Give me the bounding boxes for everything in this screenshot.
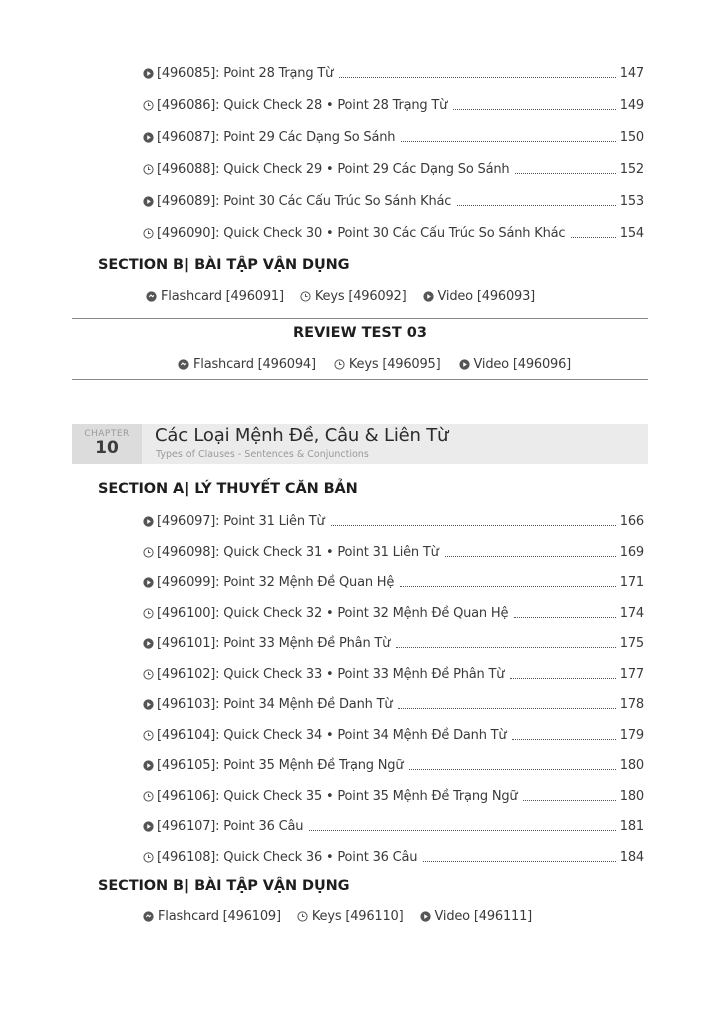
toc-entry-title: [496097]: Point 31 Liên Từ [157,514,325,529]
dot-leader [309,830,616,831]
clock-icon [300,291,311,302]
toc-entry-title: [496087]: Point 29 Các Dạng So Sánh [157,130,396,145]
section-b-title: SECTION B| BÀI TẬP VẬN DỤNG [98,257,350,273]
clock-icon [143,547,154,558]
section-b-resources [143,909,548,924]
dot-leader [398,708,615,709]
section-a-title: SECTION A| LÝ THUYẾT CĂN BẢN [98,481,358,497]
resource-link[interactable] [423,289,536,304]
toc-entry-page: 180 [619,758,644,773]
section-b-resources [146,289,551,304]
toc-entry-page: 152 [619,162,644,177]
divider [72,318,648,319]
dot-leader [571,237,615,238]
dot-leader [453,109,616,110]
dot-leader [512,739,615,740]
resource-link[interactable] [300,289,407,304]
toc-entry[interactable] [143,62,644,82]
resource-link[interactable] [297,909,404,924]
toc-entry-title: [496107]: Point 36 Câu [157,819,304,834]
dot-leader [445,556,616,557]
toc-entry[interactable] [143,663,644,683]
dot-leader [396,647,616,648]
toc-entry[interactable] [143,510,644,530]
play-icon [420,911,431,922]
play-icon [143,760,154,771]
toc-entry-title: [496105]: Point 35 Mệnh Đề Trạng Ngữ [157,758,404,773]
toc-entry[interactable] [143,222,644,242]
resource-label: Keys [496110] [311,909,404,924]
toc-entry-title: [496103]: Point 34 Mệnh Đề Danh Từ [157,697,393,712]
dot-leader [423,861,615,862]
toc-entry-title: [496104]: Quick Check 34 • Point 34 Mệnh Đề Danh Từ [157,727,507,743]
chapter-label: CHAPTER [84,429,130,439]
resource-link[interactable] [143,909,281,924]
toc-entry-title: [496100]: Quick Check 32 • Point 32 Mệnh Đề Quan Hệ [157,605,509,621]
toc-entry-page: 174 [619,605,644,621]
toc-entry-page: 171 [619,575,644,590]
toc-entry-page: 147 [619,66,644,81]
toc-entry[interactable] [143,571,644,591]
play-icon [143,638,154,649]
toc-entry[interactable] [143,693,644,713]
toc-entry-page: 179 [619,727,644,743]
resource-link[interactable] [178,357,316,372]
toc-entry[interactable] [143,785,644,805]
chapter-number: 10 [95,438,119,458]
clock-icon [143,228,154,239]
toc-entry[interactable] [143,754,644,774]
play-icon [459,359,470,370]
resource-link[interactable] [334,357,441,372]
toc-entry-title: [496086]: Quick Check 28 • Point 28 Trạng Từ [157,98,448,113]
clock-icon [334,359,345,370]
dot-leader [457,205,616,206]
toc-entry-page: 181 [619,819,644,834]
toc-entry-page: 169 [619,544,644,560]
review-test-title: REVIEW TEST 03 [293,325,427,341]
chapter-number-box [72,424,142,464]
resource-label: Keys [496095] [348,357,441,372]
resource-label: Flashcard [496091] [161,289,284,304]
resource-label: Flashcard [496109] [158,909,281,924]
resource-link[interactable] [146,289,284,304]
toc-entry[interactable] [143,94,644,114]
chapter-subtitle: Types of Clauses - Sentences & Conjunctions [156,449,369,460]
play-icon [143,821,154,832]
clock-icon [143,730,154,741]
toc-entry[interactable] [143,815,644,835]
toc-entry-title: [496085]: Point 28 Trạng Từ [157,66,334,81]
toc-entry-title: [496106]: Quick Check 35 • Point 35 Mệnh Đề Trạng Ngữ [157,788,518,804]
clock-icon [143,164,154,175]
clock-icon [143,852,154,863]
play-icon [143,196,154,207]
divider [72,379,648,380]
clock-icon [143,669,154,680]
toc-entry-page: 178 [619,697,644,712]
toc-entry-title: [496099]: Point 32 Mệnh Đề Quan Hệ [157,575,395,590]
toc-entry[interactable] [143,126,644,146]
clock-icon [297,911,308,922]
toc-entry-page: 153 [619,194,644,209]
dot-leader [510,678,616,679]
resource-label: Video [496096] [473,357,572,372]
dot-leader [514,617,616,618]
toc-entry-title: [496102]: Quick Check 33 • Point 33 Mệnh Đề Phân Từ [157,666,505,682]
play-icon [423,291,434,302]
toc-entry[interactable] [143,602,644,622]
dot-leader [523,800,615,801]
toc-entry-title: [496101]: Point 33 Mệnh Đề Phân Từ [157,636,391,651]
play-icon [143,132,154,143]
clock-icon [143,608,154,619]
resource-label: Video [496093] [437,289,536,304]
dot-leader [400,586,616,587]
review-resources [178,357,589,372]
toc-entry-page: 150 [619,130,644,145]
toc-entry-page: 175 [619,636,644,651]
dot-leader [515,173,615,174]
toc-entry-title: [496090]: Quick Check 30 • Point 30 Các Cấu Trúc So Sánh Khác [157,226,566,241]
toc-entry-page: 149 [619,98,644,113]
flashcard-icon [146,291,157,302]
play-icon [143,68,154,79]
dot-leader [339,77,616,78]
resource-link[interactable] [420,909,533,924]
toc-entry-page: 177 [619,666,644,682]
toc-entry[interactable] [143,632,644,652]
dot-leader [331,525,616,526]
play-icon [143,699,154,710]
flashcard-icon [143,911,154,922]
toc-entry-title: [496098]: Quick Check 31 • Point 31 Liên Từ [157,544,439,560]
dot-leader [401,141,615,142]
resource-label: Keys [496092] [314,289,407,304]
toc-entry-page: 180 [619,788,644,804]
toc-entry[interactable] [143,158,644,178]
play-icon [143,516,154,527]
toc-entry[interactable] [143,724,644,744]
flashcard-icon [178,359,189,370]
toc-entry-title: [496089]: Point 30 Các Cấu Trúc So Sánh Khác [157,194,452,209]
toc-entry[interactable] [143,846,644,866]
clock-icon [143,791,154,802]
play-icon [143,577,154,588]
clock-icon [143,100,154,111]
resource-label: Video [496111] [434,909,533,924]
toc-entry-page: 166 [619,514,644,529]
toc-entry-title: [496108]: Quick Check 36 • Point 36 Câu [157,849,418,865]
toc-entry[interactable] [143,541,644,561]
resource-label: Flashcard [496094] [193,357,316,372]
dot-leader [409,769,615,770]
toc-entry-page: 154 [619,226,644,241]
chapter-title: Các Loại Mệnh Đề, Câu & Liên Từ [155,425,449,446]
toc-entry-page: 184 [619,849,644,865]
toc-entry[interactable] [143,190,644,210]
resource-link[interactable] [459,357,572,372]
toc-entry-title: [496088]: Quick Check 29 • Point 29 Các Dạng So Sánh [157,162,510,177]
section-b-title: SECTION B| BÀI TẬP VẬN DỤNG [98,878,350,894]
